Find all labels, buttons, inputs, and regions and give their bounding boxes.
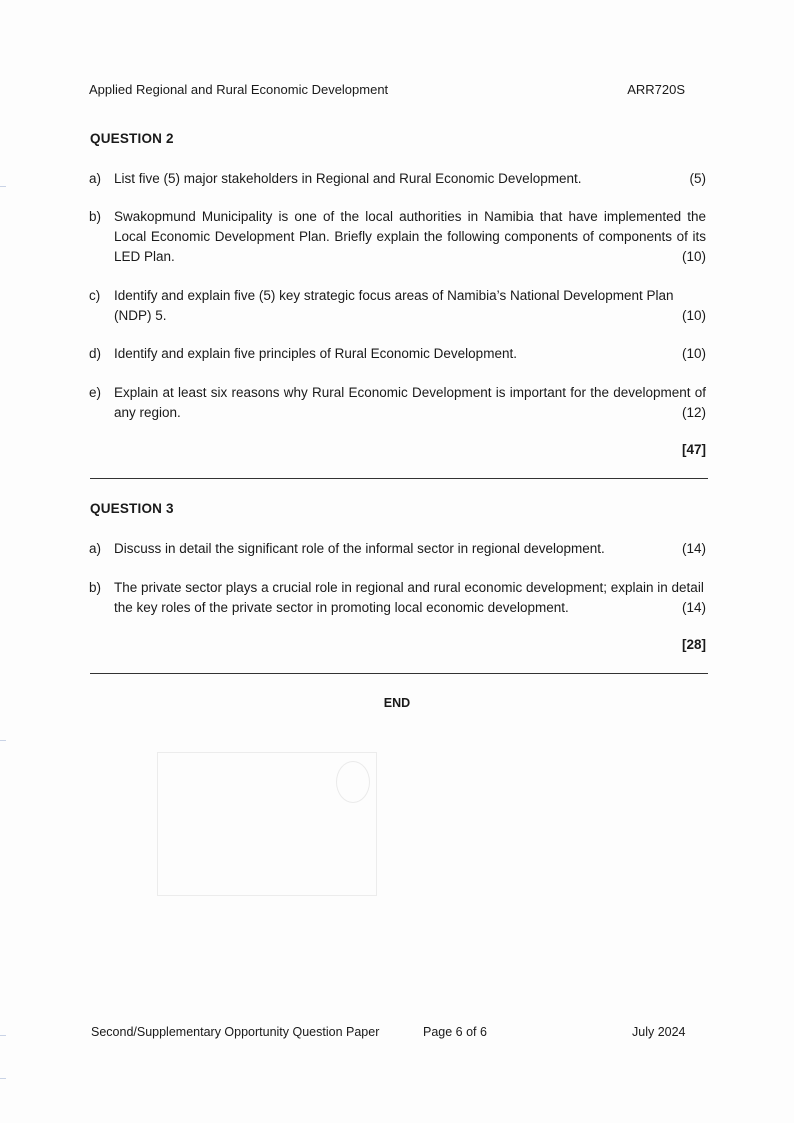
question-2b xyxy=(89,207,706,267)
item-marks: (5) xyxy=(689,171,706,186)
item-label: d) xyxy=(89,346,102,361)
item-text: Swakopmund Municipality is one of the local authorities in Namibia that have implemented the Local Economic Development Plan. Briefly explain the following components of components of its LED Plan. xyxy=(114,209,706,264)
item-marks: (14) xyxy=(681,600,706,615)
footer-paper-type: Second/Supplementary Opportunity Question Paper xyxy=(91,1025,380,1039)
scan-edge-mark xyxy=(0,186,6,187)
course-code: ARR720S xyxy=(627,82,685,97)
question-3b xyxy=(89,578,706,618)
item-marks: (10) xyxy=(681,346,706,361)
question-3-total: [28] xyxy=(681,637,706,652)
item-marks: (10) xyxy=(681,308,706,323)
item-marks: (10) xyxy=(681,249,706,264)
stamp-seal xyxy=(336,761,370,803)
question-2c xyxy=(89,286,706,326)
faded-stamp xyxy=(157,752,377,896)
footer-date: July 2024 xyxy=(632,1025,686,1039)
question-2-title: QUESTION 2 xyxy=(90,131,174,146)
item-text: List five (5) major stakeholders in Regional and Rural Economic Development. xyxy=(114,171,582,186)
item-label: b) xyxy=(89,209,102,224)
scan-edge-mark xyxy=(0,740,6,741)
question-2-total: [47] xyxy=(681,442,706,457)
question-3-title: QUESTION 3 xyxy=(90,501,174,516)
item-label: a) xyxy=(89,171,102,186)
scan-edge-mark xyxy=(0,1035,6,1036)
question-2e xyxy=(89,383,706,423)
item-text: Identify and explain five principles of Rural Economic Development. xyxy=(114,346,517,361)
item-text: The private sector plays a crucial role in regional and rural economic development; explain in detail the key roles of the private sector in promoting local economic development. xyxy=(114,580,704,615)
section-divider xyxy=(90,478,708,479)
item-text: Explain at least six reasons why Rural Economic Development is important for the development of any region. xyxy=(114,385,706,420)
item-text: Identify and explain five (5) key strategic focus areas of Namibia’s National Development Plan (NDP) 5. xyxy=(114,288,674,323)
item-marks: (12) xyxy=(681,405,706,420)
item-label: a) xyxy=(89,541,102,556)
scan-edge-mark xyxy=(0,1078,6,1079)
question-3a xyxy=(89,539,706,559)
question-2d xyxy=(89,344,706,364)
item-label: c) xyxy=(89,288,101,303)
item-label: e) xyxy=(89,385,102,400)
course-title: Applied Regional and Rural Economic Development xyxy=(89,82,389,97)
end-marker: END xyxy=(383,696,411,710)
section-divider xyxy=(90,673,708,674)
item-marks: (14) xyxy=(681,541,706,556)
item-label: b) xyxy=(89,580,102,595)
item-text: Discuss in detail the significant role of the informal sector in regional development. xyxy=(114,541,605,556)
footer-page-number: Page 6 of 6 xyxy=(423,1025,487,1039)
question-2a xyxy=(89,169,706,189)
